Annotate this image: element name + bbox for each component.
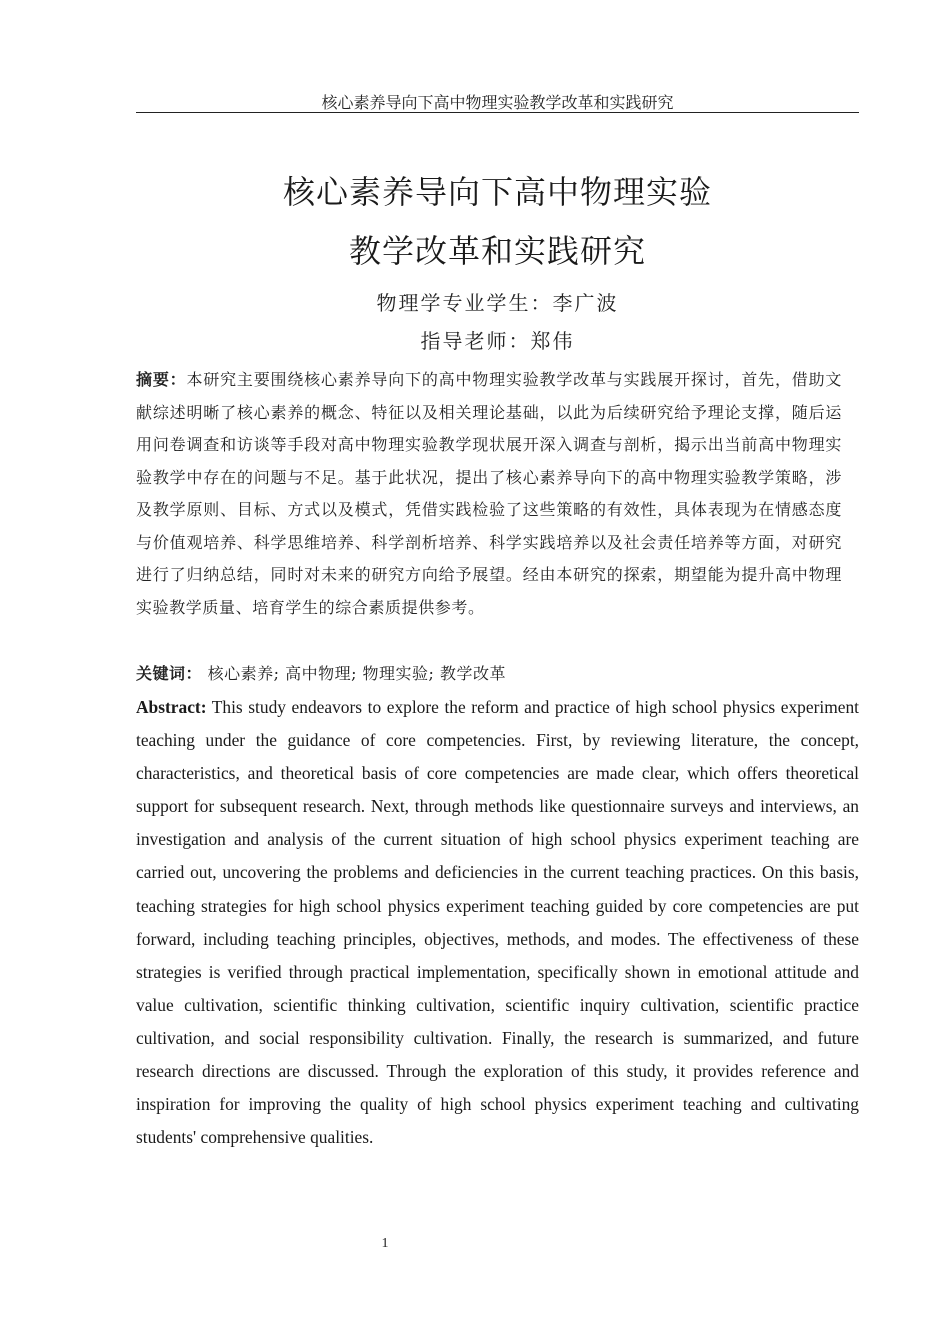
keywords-label: 关键词： — [136, 664, 203, 683]
title-line-1: 核心素养导向下高中物理实验 — [282, 173, 712, 211]
abstract-cn-label: 摘要： — [136, 370, 187, 389]
author-advisor: 指导老师：郑伟 — [420, 329, 575, 353]
abstract-chinese — [136, 364, 842, 624]
keywords-text: 核心素养; 高中物理; 物理实验; 教学改革 — [202, 664, 507, 683]
keywords — [136, 660, 859, 688]
running-header: 核心素养导向下高中物理实验教学改革和实践研究 — [321, 93, 674, 112]
abstract-en-text: This study endeavors to explore the reform and practice of high school physics experiment teaching under the guidance of core competencies. First, by reviewing literature, the concept, characteristics, and theoretical basis of core competencies are made clear, which offers theoretical support for subsequent research. Next, through methods like questionnaire surveys and interviews, an investigation and analysis of the current situation of high school physics experiment teaching are carried out, uncovering the problems and deficiencies in the current teaching practices. On this basis, teaching strategies for high school physics experiment teaching guided by core competencies are put forward, including teaching principles, objectives, methods, and modes. The effectiveness of these strategies is verified through practical implementation, specifically shown in emotional attitude and value cultivation, scientific thinking cultivation, scientific inquiry cultivation, scientific practice cultivation, and social responsibility cultivation. Finally, the research is summarized, and future research directions are discussed. Through the exploration of this study, it provides reference and inspiration for improving the quality of high school physics experiment teaching and cultivating students' comprehensive qualities. — [136, 697, 859, 1148]
page-number: 1 — [381, 1236, 389, 1251]
abstract-english — [136, 691, 859, 1154]
title-line-2: 教学改革和实践研究 — [348, 232, 646, 270]
abstract-en-label: Abstract: — [136, 697, 207, 717]
abstract-cn-text: 本研究主要围绕核心素养导向下的高中物理实验教学改革与实践展开探讨，首先，借助文献综述明晰了核心素养的概念、特征以及相关理论基础，以此为后续研究给予理论支撑，随后运用问卷调查和访谈等手段对高中物理实验教学现状展开深入调查与剖析，揭示出当前高中物理实验教学中存在的问题与不足。基于此状况，提出了核心素养导向下的高中物理实验教学策略，涉及教学原则、目标、方式以及模式，凭借实践检验了这些策略的有效性，具体表现为在情感态度与价值观培养、科学思维培养、科学剖析培养、科学实践培养以及社会责任培养等方面，对研究进行了归纳总结，同时对未来的研究方向给予展望。经由本研究的探索，期望能为提升高中物理实验教学质量、培育学生的综合素质提供参考。 — [136, 370, 842, 617]
author-student: 物理学专业学生：李广波 — [376, 291, 619, 315]
header-rule — [136, 112, 859, 113]
